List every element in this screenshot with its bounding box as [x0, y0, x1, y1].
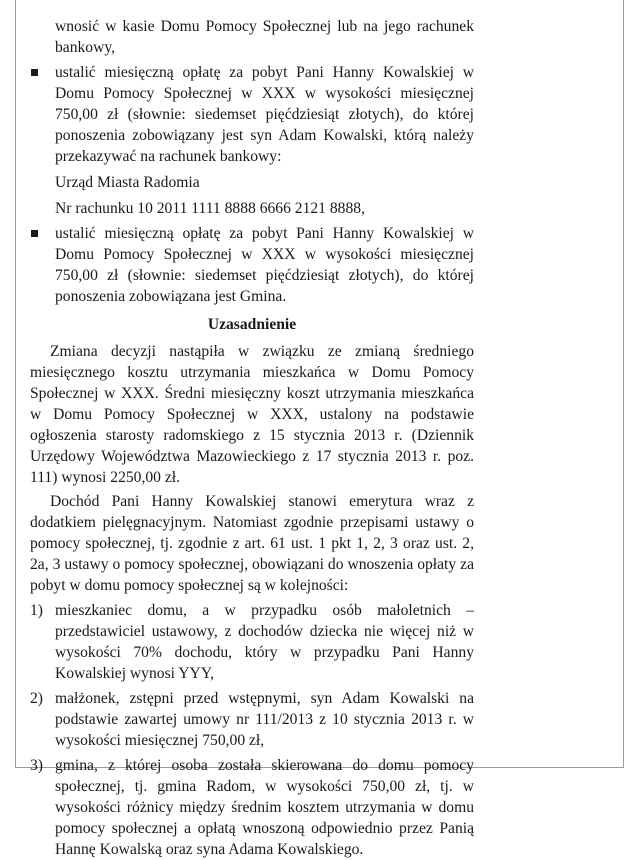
numbered-item — [30, 688, 474, 751]
item-number: 3) — [30, 757, 43, 774]
intro-continuation: wnosić w kasie Domu Pomocy Społecznej lub na jego rachunek bankowy, — [55, 18, 474, 56]
numbered-item — [30, 600, 474, 684]
bank-account: Nr rachunku 10 2011 1111 8888 6666 2121 8888, — [55, 200, 365, 217]
numbered-item — [30, 755, 474, 860]
paragraph: Zmiana decyzji nastąpiła w związku ze zmianą średniego miesięcznego kosztu utrzymania mieszkańca w Domu Pomocy Społecznej w XXX. Średni miesięczny koszt utrzymania mieszkańca w Domu Pomocy Społecznej w XXX, ustalony na podstawie ogłoszenia starosty radomskiego z 15 stycznia 2013 r. (Dziennik Urzędowy Województwa Mazowieckiego z 17 stycznia 2013 r. poz. 111) wynosi 2250,00 zł. — [30, 343, 474, 486]
item-text: gmina, z której osoba została skierowana do domu pomocy społecznej, tj. gmina Radom, w wysokości 750,00 zł, tj. w wysokości różnicy między średnim kosztem utrzymania w domu pomocy społecznej a opłatą wnoszoną odpowiednio przez Panią Hannę Kowalską oraz syna Adama Kowalskiego. — [55, 757, 474, 858]
paragraph: Dochód Pani Hanny Kowalskiej stanowi emerytura wraz z dodatkiem pielęgnacyjnym. Natomiast zgodnie przepisami ustawy o pomocy społecznej, tj. zgodnie z art. 61 ust. 1 pkt 1, 2, 3 oraz ust. 2, 2a, 3 ustawy o pomocy społecznej, obowiązani do wnoszenia opłaty za pobyt w domu pomocy społecznej są w kolejności: — [30, 493, 474, 594]
bullet-item — [30, 62, 474, 167]
section-heading: Uzasadnienie — [207, 316, 297, 333]
document-body — [30, 16, 474, 860]
bullet-text: ustalić miesięczną opłatę za pobyt Pani Hanny Kowalskiej w Domu Pomocy Społecznej w XXX w wysokości miesięcznej 750,00 zł (słownie: siedemset pięćdziesiąt złotych), do której ponoszenia zobowiązany jest syn Adam Kowalski, którą należy przekazywać na rachunek bankowy: — [55, 64, 474, 165]
item-text: małżonek, zstępni przed wstępnymi, syn Adam Kowalski na podstawie zawartej umowy nr 111/2013 z 10 stycznia 2013 r. w wysokości miesięcznej 750,00 zł, — [55, 690, 474, 749]
item-text: mieszkaniec domu, a w przypadku osób małoletnich – przedstawiciel ustawowy, z dochodów dziecka nie więcej niż w wysokości 70% dochodu, który w przypadku Pani Hanny Kowalskiej wynosi YYY, — [55, 602, 474, 682]
square-bullet-icon — [31, 230, 38, 237]
bank-name: Urząd Miasta Radomia — [55, 174, 200, 191]
bullet-item — [30, 223, 474, 307]
item-number: 2) — [30, 690, 43, 707]
item-number: 1) — [30, 602, 43, 619]
bullet-text: ustalić miesięczną opłatę za pobyt Pani Hanny Kowalskiej w Domu Pomocy Społecznej w XXX w wysokości miesięcznej 750,00 zł (słownie: siedemset pięćdziesiąt złotych), do której ponoszenia zobowiązana jest Gmina. — [55, 225, 474, 305]
square-bullet-icon — [31, 69, 38, 76]
